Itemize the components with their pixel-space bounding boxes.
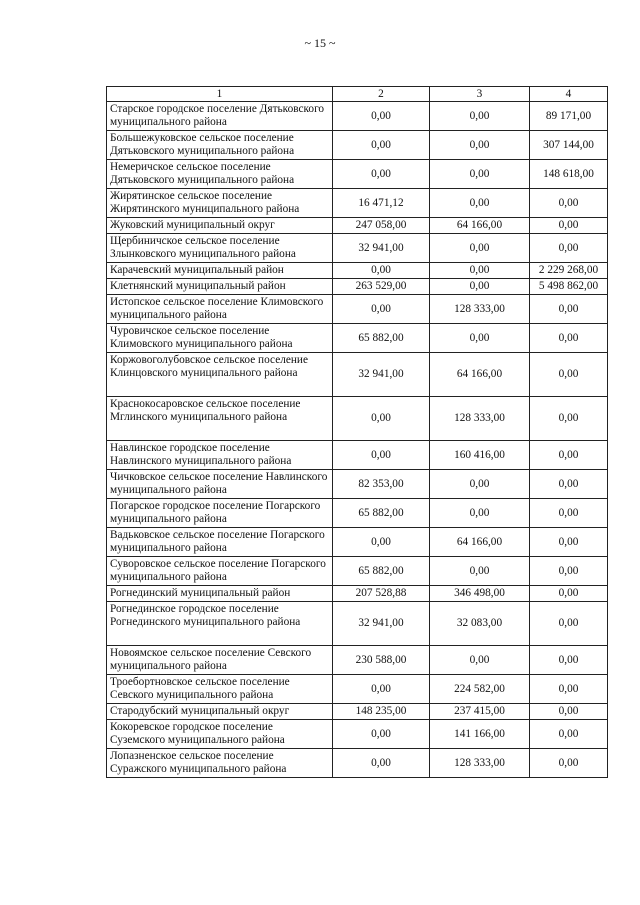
table-row [107,470,608,499]
amount-cell: 0,00 [530,295,608,324]
amount-cell: 0,00 [430,102,530,131]
table-row [107,602,608,646]
municipality-name-cell: Старское городское поселение Дятьковского муниципального района [107,102,333,131]
amount-cell: 0,00 [530,586,608,602]
table-row [107,295,608,324]
column-header: 3 [430,87,530,102]
municipality-name-cell: Истопское сельское поселение Климовского муниципального района [107,295,333,324]
amount-cell: 0,00 [530,353,608,397]
municipality-name-cell: Краснокосаровское сельское поселение Мглинского муниципального района [107,397,333,441]
table-row [107,324,608,353]
amount-cell: 148 618,00 [530,160,608,189]
municipality-name-cell: Коржовоголубовское сельское поселение Клинцовского муниципального района [107,353,333,397]
municipality-name-cell: Кокоревское городское поселение Суземского муниципального района [107,720,333,749]
amount-cell: 64 166,00 [430,218,530,234]
amount-cell: 0,00 [530,675,608,704]
municipality-name-cell: Лопазненское сельское поселение Суражского муниципального района [107,749,333,778]
amount-cell: 32 941,00 [333,234,430,263]
header-row [107,87,608,102]
amount-cell: 0,00 [530,499,608,528]
amount-cell: 0,00 [430,263,530,279]
municipality-name-cell: Суворовское сельское поселение Погарского муниципального района [107,557,333,586]
amount-cell: 65 882,00 [333,557,430,586]
table-row [107,263,608,279]
amount-cell: 89 171,00 [530,102,608,131]
amount-cell: 0,00 [530,324,608,353]
table-row [107,528,608,557]
amount-cell: 0,00 [530,397,608,441]
table-row [107,441,608,470]
amount-cell: 0,00 [530,720,608,749]
amount-cell: 0,00 [333,675,430,704]
municipality-name-cell: Немеричское сельское поселение Дятьковского муниципального района [107,160,333,189]
amount-cell: 0,00 [430,131,530,160]
amount-cell: 0,00 [333,102,430,131]
municipality-name-cell: Рогнединское городское поселение Рогнединского муниципального района [107,602,333,646]
municipality-name-cell: Большежуковское сельское поселение Дятьковского муниципального района [107,131,333,160]
table-row [107,397,608,441]
amount-cell: 307 144,00 [530,131,608,160]
table-row [107,353,608,397]
amount-cell: 0,00 [333,397,430,441]
table-row [107,102,608,131]
amount-cell: 0,00 [333,441,430,470]
amount-cell: 2 229 268,00 [530,263,608,279]
table-row [107,646,608,675]
amount-cell: 0,00 [430,234,530,263]
amount-cell: 65 882,00 [333,324,430,353]
table-row [107,234,608,263]
municipality-name-cell: Навлинское городское поселение Навлинского муниципального района [107,441,333,470]
amount-cell: 230 588,00 [333,646,430,675]
amount-cell: 160 416,00 [430,441,530,470]
municipality-name-cell: Клетнянский муниципальный район [107,279,333,295]
amount-cell: 263 529,00 [333,279,430,295]
municipality-name-cell: Погарское городское поселение Погарского муниципального района [107,499,333,528]
amount-cell: 0,00 [333,749,430,778]
amount-cell: 346 498,00 [430,586,530,602]
amount-cell: 0,00 [430,646,530,675]
amount-cell: 0,00 [333,720,430,749]
amount-cell: 16 471,12 [333,189,430,218]
column-header: 4 [530,87,608,102]
amount-cell: 0,00 [333,295,430,324]
municipality-name-cell: Вадьковское сельское поселение Погарского муниципального района [107,528,333,557]
amount-cell: 237 415,00 [430,704,530,720]
budget-table [106,86,608,778]
municipality-name-cell: Карачевский муниципальный район [107,263,333,279]
amount-cell: 0,00 [430,189,530,218]
amount-cell: 0,00 [530,441,608,470]
amount-cell: 0,00 [333,263,430,279]
table-row [107,704,608,720]
amount-cell: 0,00 [530,749,608,778]
municipality-name-cell: Рогнединский муниципальный район [107,586,333,602]
municipality-name-cell: Новоямское сельское поселение Севского муниципального района [107,646,333,675]
amount-cell: 0,00 [430,499,530,528]
table-row [107,131,608,160]
column-header: 2 [333,87,430,102]
amount-cell: 0,00 [430,470,530,499]
table-row [107,279,608,295]
amount-cell: 32 941,00 [333,353,430,397]
table-row [107,499,608,528]
column-header: 1 [107,87,333,102]
amount-cell: 5 498 862,00 [530,279,608,295]
table-row [107,749,608,778]
amount-cell: 0,00 [333,160,430,189]
amount-cell: 0,00 [530,602,608,646]
amount-cell: 128 333,00 [430,397,530,441]
table-row [107,160,608,189]
table-row [107,720,608,749]
table-header [107,87,608,102]
amount-cell: 0,00 [530,528,608,557]
amount-cell: 0,00 [430,160,530,189]
municipality-name-cell: Чичковское сельское поселение Навлинского муниципального района [107,470,333,499]
municipality-name-cell: Жуковский муниципальный округ [107,218,333,234]
amount-cell: 207 528,88 [333,586,430,602]
amount-cell: 128 333,00 [430,749,530,778]
amount-cell: 128 333,00 [430,295,530,324]
amount-cell: 224 582,00 [430,675,530,704]
amount-cell: 0,00 [430,279,530,295]
municipality-name-cell: Троебортновское сельское поселение Севского муниципального района [107,675,333,704]
amount-cell: 0,00 [333,131,430,160]
amount-cell: 0,00 [530,234,608,263]
amount-cell: 65 882,00 [333,499,430,528]
amount-cell: 0,00 [430,557,530,586]
amount-cell: 0,00 [430,324,530,353]
amount-cell: 0,00 [530,646,608,675]
amount-cell: 247 058,00 [333,218,430,234]
amount-cell: 32 083,00 [430,602,530,646]
table-body [107,102,608,778]
amount-cell: 0,00 [530,557,608,586]
amount-cell: 64 166,00 [430,353,530,397]
municipality-name-cell: Щербиничское сельское поселение Злынковского муниципального района [107,234,333,263]
amount-cell: 0,00 [333,528,430,557]
amount-cell: 64 166,00 [430,528,530,557]
amount-cell: 0,00 [530,470,608,499]
amount-cell: 0,00 [530,189,608,218]
table-row [107,189,608,218]
table-row [107,218,608,234]
amount-cell: 141 166,00 [430,720,530,749]
amount-cell: 148 235,00 [333,704,430,720]
table-row [107,675,608,704]
municipality-name-cell: Жирятинское сельское поселение Жирятинского муниципального района [107,189,333,218]
municipality-name-cell: Стародубский муниципальный округ [107,704,333,720]
page-number: ~ 15 ~ [304,36,336,50]
table-row [107,557,608,586]
amount-cell: 0,00 [530,704,608,720]
amount-cell: 32 941,00 [333,602,430,646]
municipality-name-cell: Чуровичское сельское поселение Климовского муниципального района [107,324,333,353]
amount-cell: 0,00 [530,218,608,234]
table-row [107,586,608,602]
amount-cell: 82 353,00 [333,470,430,499]
